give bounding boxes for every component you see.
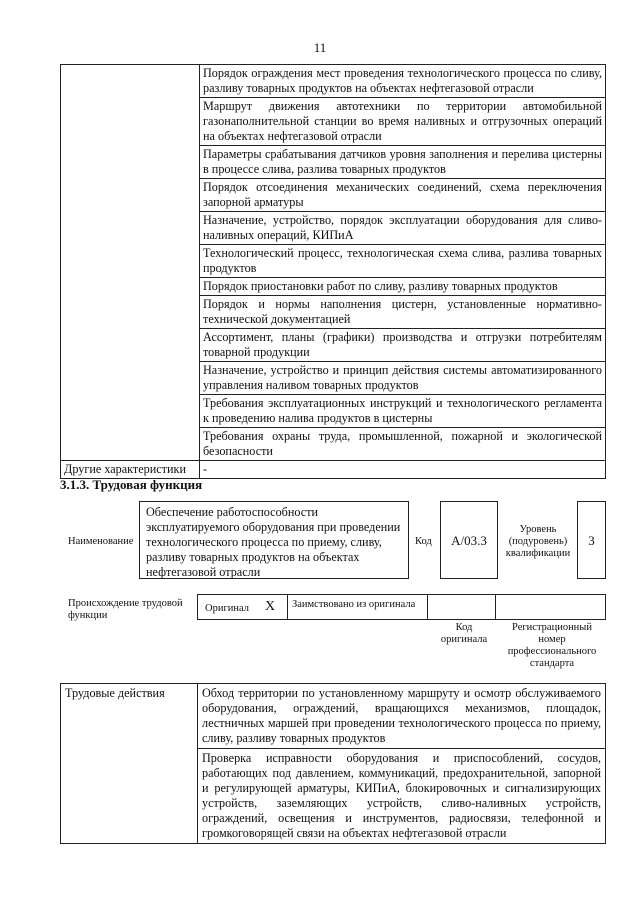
knowledge-item: Ассортимент, планы (графики) производства и отгрузки потребителям товарной продукции (200, 329, 606, 362)
knowledge-table (60, 64, 606, 479)
origin-label: Происхождение трудовой функции (68, 598, 183, 621)
original-label: Оригинал (205, 603, 249, 614)
borrowed-label: Заимствовано из оригинала (292, 599, 416, 610)
other-characteristics-label: Другие характеристики (61, 461, 200, 479)
function-name-box (139, 501, 409, 579)
level-value: 3 (588, 532, 595, 548)
code-label: Код (415, 536, 432, 547)
knowledge-item: Параметры срабатывания датчиков уровня заполнения и перелива цистерны в процессе слива, разлива товарных продуктов (200, 146, 606, 179)
knowledge-item: Порядок отсоединения механических соединений, схема переключения запорной арматуры (200, 179, 606, 212)
code-box (440, 501, 498, 579)
knowledge-item: Требования охраны труда, промышленной, пожарной и экологической безопасности (200, 428, 606, 461)
code-original-caption: Код оригинала (440, 622, 488, 645)
section-heading: 3.1.3. Трудовая функция (60, 477, 203, 492)
code-original-box (427, 594, 496, 620)
knowledge-item: Назначение, устройство, порядок эксплуатации оборудования для сливо-наливных операций, КИПиА (200, 212, 606, 245)
original-mark: X (265, 599, 276, 614)
knowledge-label-cell (61, 65, 200, 461)
level-box (577, 501, 606, 579)
knowledge-table-body (61, 65, 606, 479)
knowledge-item: Технологический процесс, технологическая схема слива, разлива товарных продуктов (200, 245, 606, 278)
knowledge-item: Назначение, устройство и принцип действия системы автоматизированного управления наливом товарных продуктов (200, 362, 606, 395)
actions-table-body (61, 684, 606, 844)
actions-label: Трудовые действия (61, 684, 198, 844)
knowledge-item: Маршрут движения автотехники по территории автомобильной газонаполнительной станции во время наливных и отгрузочных операций на объектах нефтегазовой отрасли (200, 98, 606, 146)
naming-label: Наименование (68, 536, 134, 547)
action-item: Проверка исправности оборудования и приспособлений, сосудов, работающих под давлением, коммуникаций, предохранительной, запорной и регулирующей арматуры, КИПиА, блокировочных и сигнализирующих устройств, заземляющих устройств, сливо-наливных устройств, ограждений, освещения и инструментов, радиосвязи, телефонной и громкоговорящей связи на объектах нефтегазовой отрасли (198, 749, 606, 844)
page-number: 11 (313, 40, 327, 55)
level-label: Уровень (подуровень) квалификации (505, 524, 571, 559)
knowledge-item: Требования эксплуатационных инструкций и технологического регламента к проведению налива продуктов в цистерны (200, 395, 606, 428)
borrowed-box (287, 594, 428, 620)
other-characteristics-value: - (200, 461, 606, 479)
knowledge-item: Порядок и нормы наполнения цистерн, установленные нормативно-технической документацией (200, 296, 606, 329)
table-row (61, 65, 606, 98)
table-row (61, 461, 606, 479)
reg-number-box (495, 594, 606, 620)
reg-number-caption: Регистрационный номер профессионального стандарта (507, 622, 597, 669)
function-name: Обеспечение работоспособности эксплуатируемого оборудования при проведении технологического процесса по приему, сливу, разливу товарных продуктов на объектах нефтегазовой отрасли (146, 505, 401, 579)
knowledge-item: Порядок ограждения мест проведения технологического процесса по сливу, разливу товарных продуктов на объектах нефтегазовой отрасли (200, 65, 606, 98)
table-row (61, 684, 606, 749)
action-item: Обход территории по установленному маршруту и осмотр обслуживаемого оборудования, ограждений, вращающихся механизмов, площадок, лестничных маршей при проведении технологического процесса по приему, сливу, разливу товарных продуктов (198, 684, 606, 749)
original-box (197, 594, 288, 620)
actions-table (60, 683, 606, 844)
knowledge-item: Порядок приостановки работ по сливу, разливу товарных продуктов (200, 278, 606, 296)
code-value: A/03.3 (451, 532, 487, 548)
